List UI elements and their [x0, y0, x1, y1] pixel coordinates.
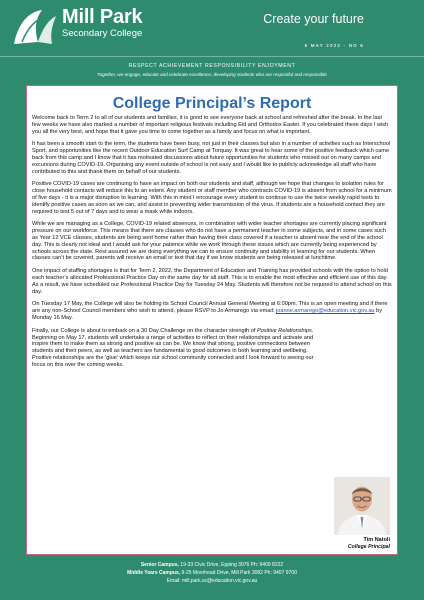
school-name: Mill Park	[62, 6, 143, 28]
paragraph-agm	[32, 301, 392, 321]
paragraph-covid: Positive COVID-19 cases are continuing to have an impact on both our students and staff, although we hope that changes to isolation rules for close household contacts will reduce this to an extent. Any student or staff member who contracts COVID-19 is absent from school for a minimum of five days - it is a major disruption to learning. With this in mind I encourage every student to continue to use the twice weekly rapid tests to identify positive cases as soon as we can, and assist in preventing wider transmission of the virus. If students are a household contact they are required to test 5 out of 7 days and to wear a mask while indoors.	[32, 181, 392, 215]
paragraph-staffing: While we are managing as a College, COVID-19 related absences, in combination with wider teacher shortages are currently placing significant pressure on our workforce. This means that there are classes who do not have a permanent teacher in some subjects, and in some cases such as Year 12 VCE classes, students are being sent home rather than having their class covered if a teacher is absent near the end of the school day. This is clearly not ideal and I would ask for your patience while we work through these issues which are currently being experienced by schools across the state. Rest assured we are doing everything we can to ensure continuity and stability in learning for our students. When classes can’t be covered, parents will receive an email or text that day if we know students are being released at lunchtime.	[32, 221, 387, 262]
report-title: College Principal’s Report	[112, 95, 312, 112]
issue-date: 6 MAY 2022 - NO 6	[304, 43, 364, 48]
challenge-strength: Positive Relationships	[257, 327, 312, 334]
principal-name: Tim Natoli	[363, 537, 390, 543]
school-subtitle: Secondary College	[62, 28, 143, 39]
school-values: RESPECT ACHIEVEMENT RESPONSIBILITY ENJOYMENT	[128, 63, 296, 69]
senior-campus-line	[0, 561, 424, 569]
middle-campus-details: 9-25 Moorhead Drive, Mill Park 3082 Ph: 9407 9700	[180, 570, 297, 576]
paragraph-practice-day: One impact of staffing shortages is that for Term 2, 2022, the Department of Education and Training has provided schools with the option to hold each teacher’s allocated Professional Practice Day on the same day for all staff. This is to enable the most effective and efficient use of this day. As a result, we have scheduled our Professional Practice Day for Tuesday 24 May. Students will therefore not be required to attend school on this day.	[32, 268, 392, 295]
rsvp-email-link[interactable]: joanne.armarego@education.vic.gov.au	[275, 308, 375, 315]
report-page	[26, 85, 398, 555]
agm-text-end: by Monday 16 May.	[32, 308, 383, 321]
paragraph-term-start: It has been a smooth start to the term, the students have been busy, not just in their classes but also in a number of activities such as Interschool Sport, and opportunities like the recent Outdoor Education Surf Camp at Torquay. It was great to hear some of the positive feedback which came back from this camp and I know that it has motivated discussions about future opportunities for students who missed out on many camps and excursions during COVID-19. Organising any event outside of school is not easy and I would like to publicly acknowledge all staff who have contributed to this and thank them on behalf of our students.	[32, 141, 391, 175]
paragraph-challenge	[32, 328, 322, 369]
paragraph-welcome: Welcome back to Term 2 to all of our students and families, it is good to see everyone back at school and refreshed after the break. In the last few weeks we have also marked a number of important religious festivals including Eid and Orthodox Easter. If you celebrated these days I wish you all the very best, and hope that it gave you time to come together as a family and focus on what is important.	[32, 115, 389, 135]
mission-statement: Together, we engage, educate and celebrate excellence, developing students who are respectful and responsible	[97, 72, 327, 77]
right-border-band	[398, 85, 424, 555]
header-divider	[0, 56, 424, 57]
newsletter-header	[0, 0, 424, 85]
challenge-text-end: . Beginning on May 17, students will undertake a range of activities to reflect on their relationships and activate and inspire them to make them as strong and positive as can be. We know that strong, positive connections between students and their peers, as well as teachers are fundamental to good outcomes in both learning and wellbeing. Positive relationships are the ‘glue’ which keeps our school community connected and I look forward to seeing our focus on this over the coming weeks.	[32, 327, 314, 368]
principal-role: College Principal	[347, 544, 390, 550]
principal-photo	[334, 477, 390, 535]
school-email: Email: mill.park.sc@education.vic.gov.au	[166, 578, 258, 584]
agm-text: On Tuesday 17 May, the College will also be holding its School Council Annual General Meeting at 6:00pm. This is an open meeting and if there are any non-School Council members who wish to attend, please RSVP to Jo Armarego via email:	[32, 301, 388, 315]
school-logo-icon	[8, 6, 60, 50]
senior-campus-label: Senior Campus,	[140, 562, 179, 568]
middle-campus-label: Middle Years Campus,	[127, 570, 181, 576]
middle-campus-line	[0, 569, 424, 577]
left-border-band	[0, 85, 26, 555]
senior-campus-details: 19-33 Civic Drive, Epping 3076 Ph: 9409 8222	[178, 562, 284, 568]
newsletter-footer	[0, 555, 424, 600]
report-body	[32, 115, 392, 375]
challenge-text: Finally, our College is about to embark on a 30 Day Challenge on the character strength of	[32, 327, 258, 334]
tagline: Create your future	[263, 12, 364, 26]
